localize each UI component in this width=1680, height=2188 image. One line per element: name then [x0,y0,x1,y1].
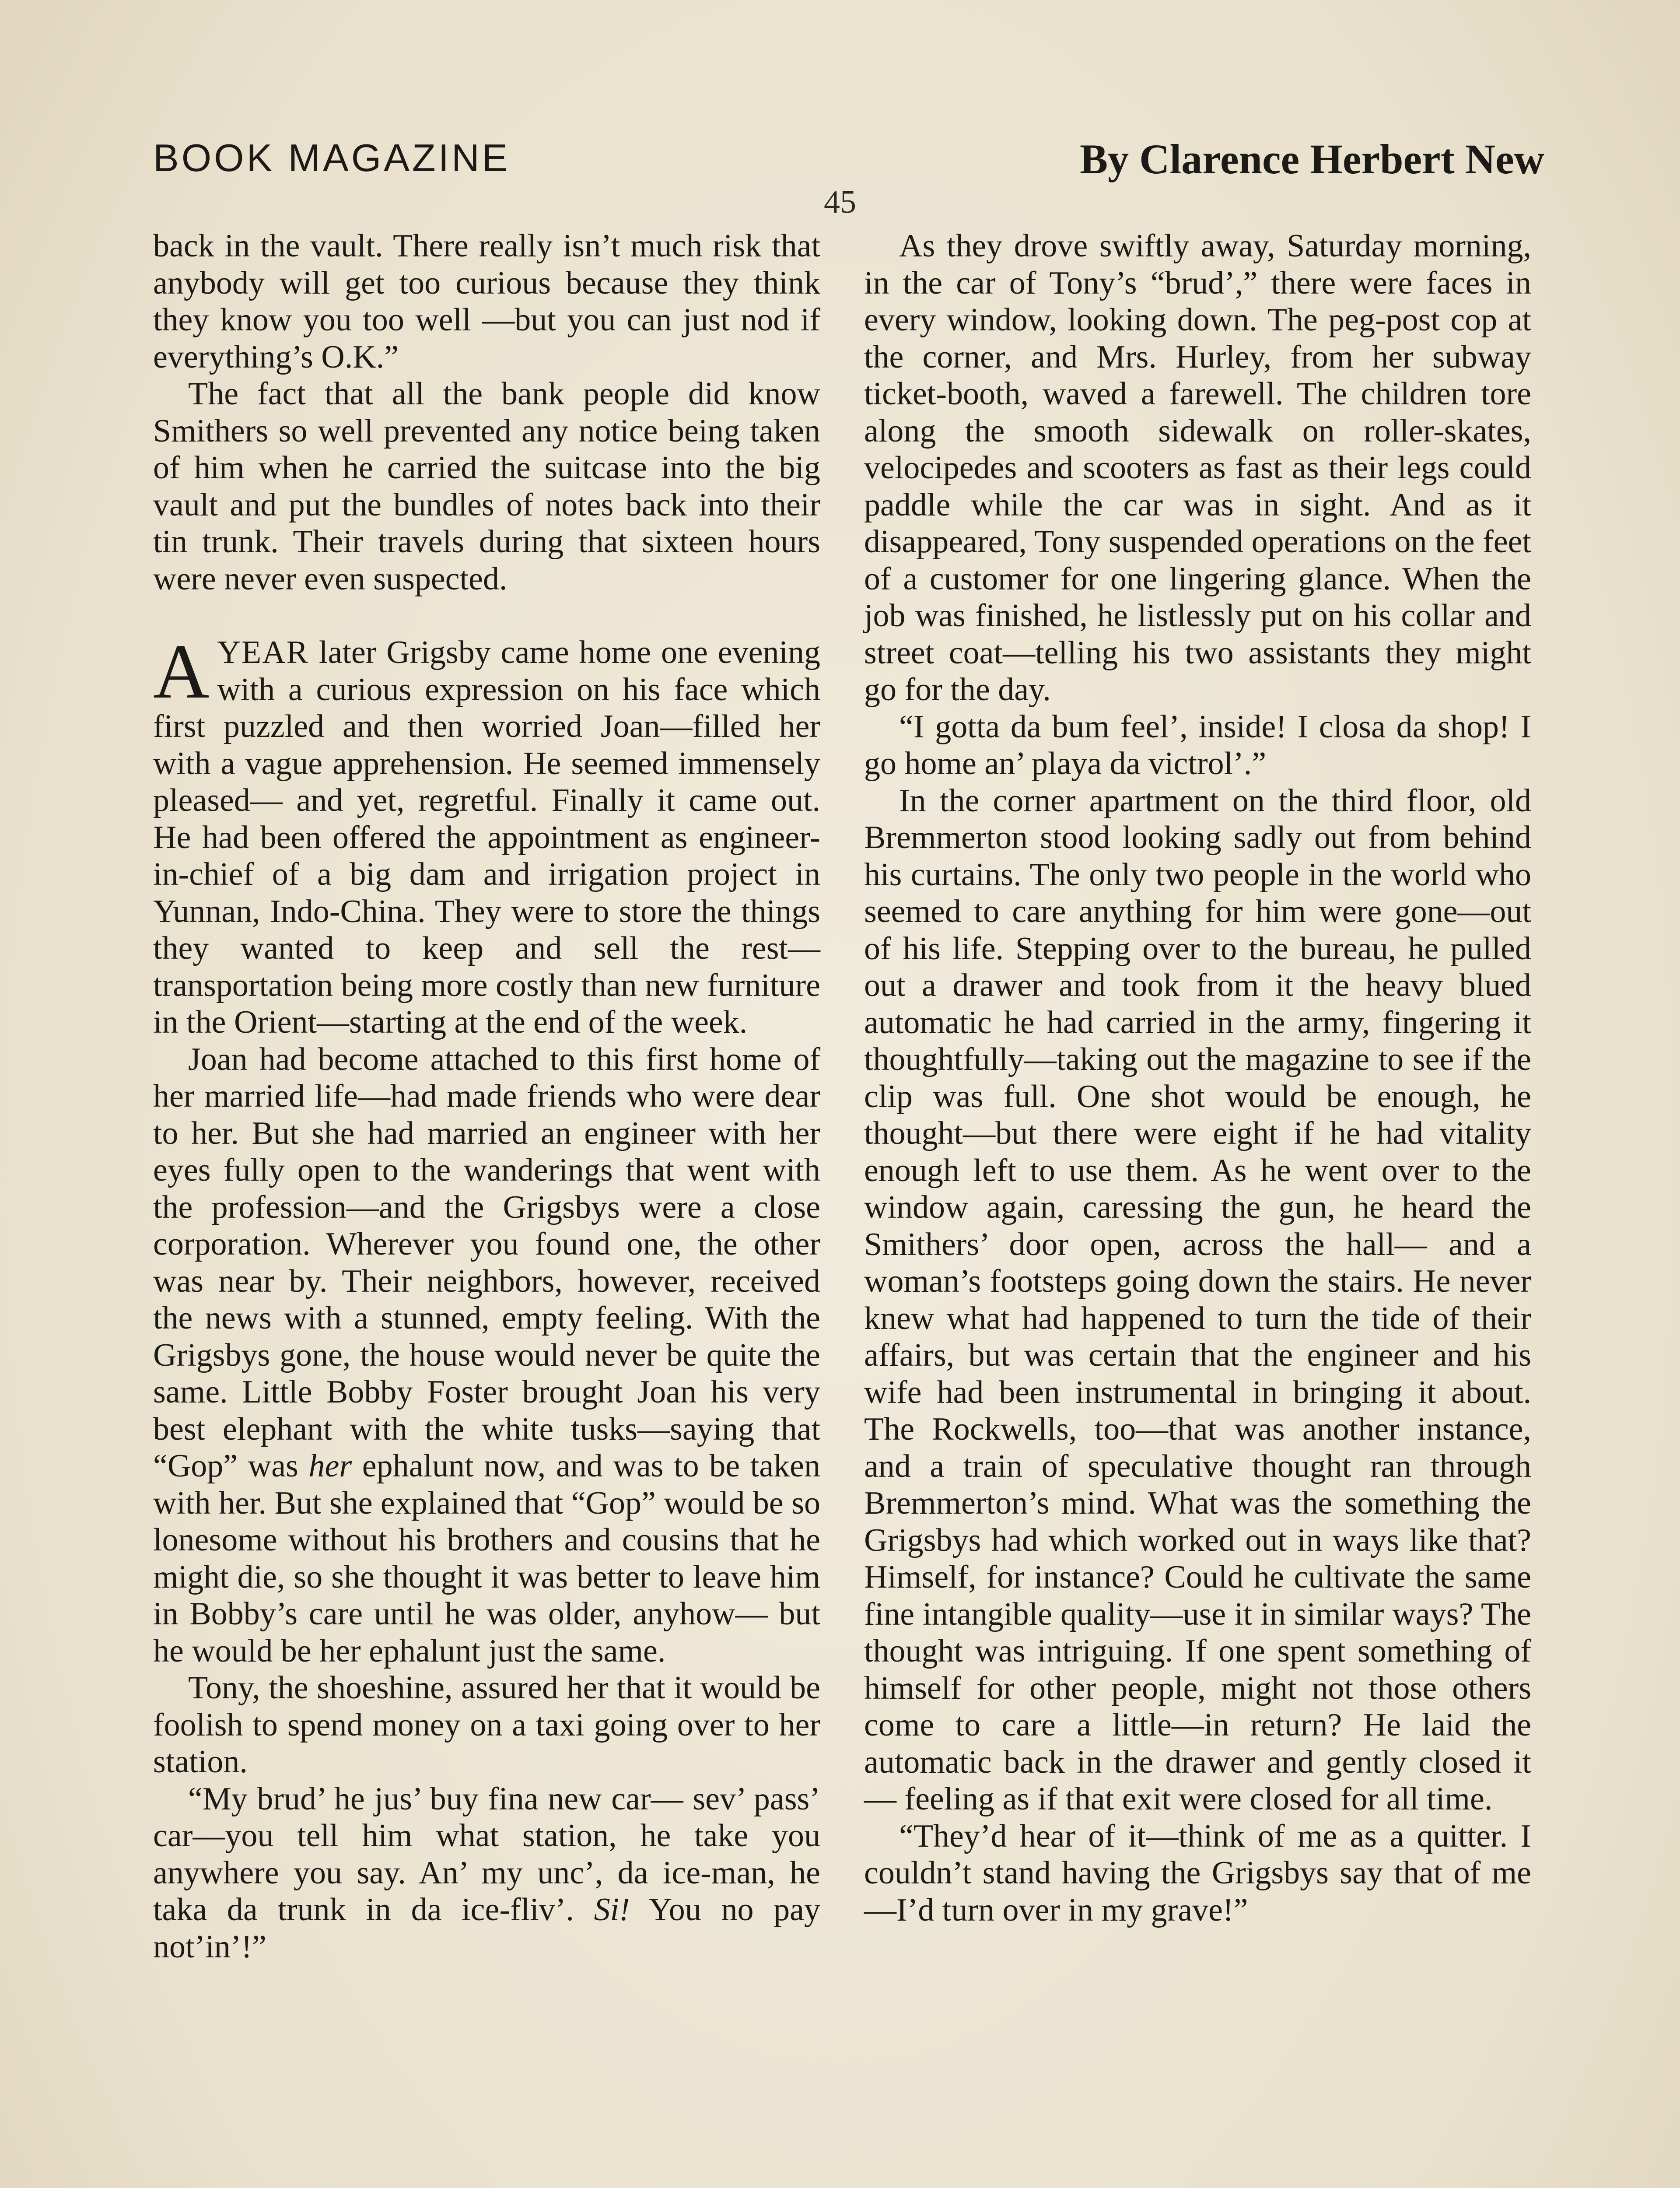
magazine-title: BOOK MAGAZINE [153,136,511,179]
paragraph: In the corner apartment on the third floor, old Bremmerton stood looking sadly out from behind his curtains. The only two people in the world who seemed to care anything for him were gone—out of his life. Stepping over to the bureau, he pulled out a drawer and took from it the heavy blued automatic he had carried in the army, fingering it thoughtfully—taking out the magazine to see if the clip was full. One shot would be enough, he thought—but there were eight if he had vitality enough left to use them. As he went over to the window again, caressing the gun, he heard the Smithers’ door open, across the hall— and a woman’s footsteps going down the stairs. He never knew what had happened to turn the tide of their affairs, but was certain that the engineer and his wife had been instrumental in bringing it about. The Rockwells, too—that was another instance, and a train of speculative thought ran through Bremmerton’s mind. What was the something the Grigsbys had which worked out in ways like that? Himself, for instance? Could he cultivate the same fine intangible quality—use it in similar ways? The thought was intriguing. If one spent something of himself for other people, might not those others come to care a little—in return? He laid the automatic back in the drawer and gently closed it— feeling as if that exit were closed for all time. [864,782,1531,1817]
emphasis-text: her [308,1448,352,1484]
drop-cap: A [153,628,210,715]
paragraph-text: “My brud’ he jus’ buy fina new car— sev’ pass’ car—you tell him what station, he take you anywhere you say. An’ my unc’, da ice-man, he taka da trunk in da ice-fliv’. [153,1781,820,1928]
page-number: 45 [824,184,856,220]
author-byline: By Clarence Herbert New [1080,136,1544,182]
section-break [153,597,820,634]
paragraph: Tony, the shoeshine, assured her that it would be foolish to spend money on a taxi going over to her station. [153,1670,820,1780]
paragraph: The fact that all the bank people did know Smithers so well prevented any notice being taken of him when he carried the suitcase into the big vault and put the bundles of notes back into their tin trunk. Their travels during that sixteen hours were never even suspected. [153,376,820,597]
paragraph-text: ephalunt now, and was to be taken with her. But she explained that “Gop” would be so lonesome without his brothers and cousins that he might die, so she thought it was better to leave him in Bobby’s care until he was older, anyhow— but he would be her ephalunt just the same. [153,1448,821,1669]
paragraph: As they drove swiftly away, Saturday morning, in the car of Tony’s “brud’,” there were faces in every window, looking down. The peg-post cop at the corner, and Mrs. Hurley, from her subway ticket-booth, waved a farewell. The children tore along the smooth sidewalk on roller-skates, velocipedes and scooters as fast as their legs could paddle while the car was in sight. And as it disappeared, Tony suspended operations on the feet of a customer for one lingering glance. When the job was finished, he listlessly put on his collar and street coat—telling his two assistants they might go for the day. [864,228,1531,708]
paragraph-section-opening [153,628,820,1041]
paragraph: “They’d hear of it—think of me as a quitter. I couldn’t stand having the Grigsbys say that of me—I’d turn over in my grave!” [864,1818,1531,1928]
lead-word: YEAR [217,635,309,670]
paragraph: back in the vault. There really isn’t much risk that anybody will get too curious because they think they know you too well —but you can just nod if everything’s O.K.” [153,228,820,375]
paragraph-text: Joan had become attached to this first home of her married life—had made friends who were dear to her. But she had married an engineer with her eyes fully open to the wanderings that went with the profession—and the Grigsbys were a close corporation. Wherever you found one, the other was near by. Their neighbors, however, received the news with a stunned, empty feeling. With the Grigsbys gone, the house would never be quite the same. Little Bobby Foster brought Joan his very best elephant with the white tusks—saying that “Gop” was [153,1041,820,1484]
paragraph-text: later Grigsby came home one evening with a curious expression on his face which first puzzled and then worried Joan—filled her with a vague apprehension. He seemed immensely pleased— and yet, regretful. Finally it came out. He had been offered the appointment as engineer-in-chief of a big dam and irrigation project in Yunnan, Indo-China. They were to store the things they wanted to keep and sell the rest—transportation being more costly than new furniture in the Orient—starting at the end of the week. [153,635,820,1040]
paragraph-text: You no pay not’in’!” [153,1892,820,1965]
left-column [153,228,820,1965]
paragraph [153,1781,820,1966]
right-column [864,228,1531,1929]
emphasis-text: Si! [594,1892,630,1928]
paragraph [153,1041,820,1670]
page-header [153,131,1544,188]
paragraph: “I gotta da bum feel’, inside! I closa da shop! I go home an’ playa da victrol’.” [864,708,1531,782]
